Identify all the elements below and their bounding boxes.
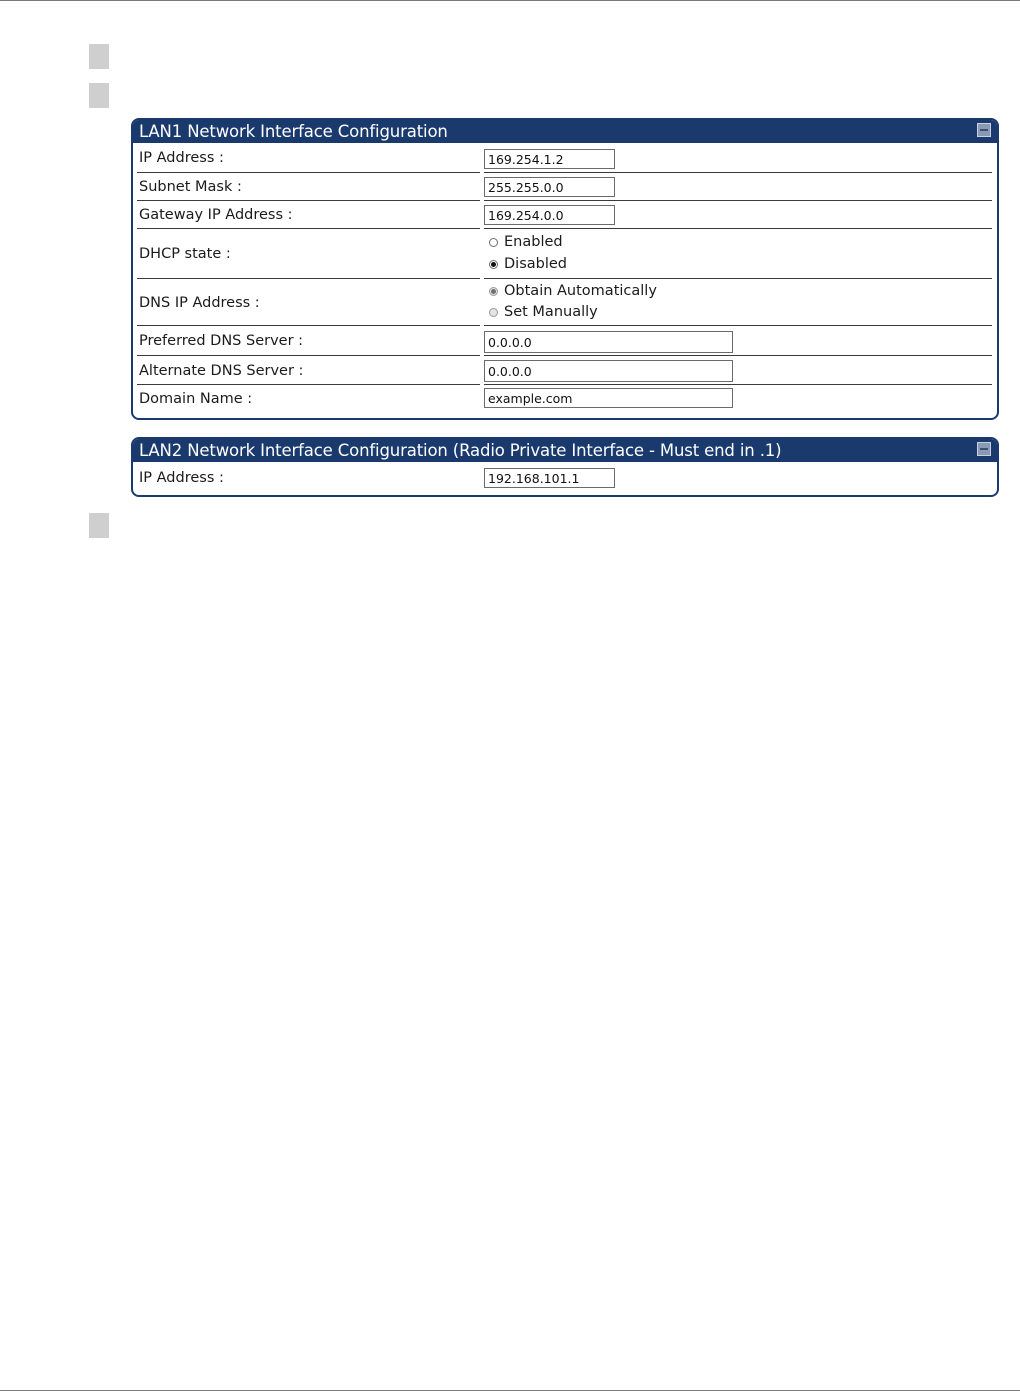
lan1-subnet-label: Subnet Mask : — [139, 179, 242, 195]
lan1-dhcp-label: DHCP state : — [139, 246, 231, 262]
radio-button-icon[interactable] — [489, 287, 498, 296]
lan1-gateway-input[interactable] — [484, 205, 615, 225]
lan1-dhcp-row — [133, 229, 997, 279]
page-top-rule — [0, 0, 1020, 1]
lan1-gateway-row — [133, 201, 997, 229]
dns-set-manually-label: Set Manually — [504, 304, 598, 320]
lan1-dns-ip-row — [133, 279, 997, 326]
lan2-ip-row — [133, 462, 997, 493]
lan2-panel-title: LAN2 Network Interface Configuration (Radio Private Interface - Must end in .1) — [139, 441, 782, 460]
lan1-config-panel — [131, 118, 999, 420]
lan1-preferred-dns-row — [133, 326, 997, 356]
lan1-domain-label: Domain Name : — [139, 390, 253, 407]
page-bottom-rule — [0, 1390, 1020, 1391]
step-marker-1 — [89, 44, 109, 69]
lan1-ip-row — [133, 143, 997, 173]
lan1-alternate-dns-row — [133, 356, 997, 385]
dhcp-enabled-radio[interactable] — [489, 232, 563, 252]
collapse-icon[interactable] — [977, 123, 991, 137]
lan1-panel-header — [133, 120, 997, 143]
collapse-icon[interactable] — [977, 442, 991, 456]
lan1-gateway-label: Gateway IP Address : — [139, 207, 293, 223]
lan1-dns-ip-label: DNS IP Address : — [139, 294, 260, 311]
lan1-panel-title: LAN1 Network Interface Configuration — [139, 122, 448, 141]
radio-button-icon[interactable] — [489, 308, 498, 317]
radio-button-icon[interactable] — [489, 238, 498, 247]
lan2-config-panel — [131, 437, 999, 497]
lan2-ip-input[interactable] — [484, 468, 615, 488]
dhcp-enabled-label: Enabled — [504, 234, 563, 250]
radio-button-icon[interactable] — [489, 260, 498, 269]
lan2-ip-label: IP Address : — [139, 469, 224, 486]
lan1-subnet-input[interactable] — [484, 177, 615, 197]
lan1-domain-input[interactable] — [484, 388, 733, 408]
step-marker-2 — [89, 83, 109, 108]
dns-obtain-automatically-radio[interactable] — [489, 281, 657, 301]
lan1-preferred-dns-input[interactable] — [484, 331, 733, 353]
lan1-alternate-dns-input[interactable] — [484, 360, 733, 382]
lan1-alternate-dns-label: Alternate DNS Server : — [139, 362, 304, 379]
lan1-ip-input[interactable] — [484, 149, 615, 169]
dhcp-disabled-label: Disabled — [504, 256, 567, 272]
lan1-domain-row — [133, 385, 997, 412]
lan1-preferred-dns-label: Preferred DNS Server : — [139, 333, 304, 349]
lan1-subnet-row — [133, 173, 997, 201]
lan2-panel-header — [133, 439, 997, 462]
step-marker-3 — [89, 513, 109, 538]
dns-obtain-automatically-label: Obtain Automatically — [504, 283, 657, 299]
dhcp-disabled-radio[interactable] — [489, 254, 567, 274]
lan1-ip-label: IP Address : — [139, 150, 224, 166]
dns-set-manually-radio[interactable] — [489, 302, 598, 322]
